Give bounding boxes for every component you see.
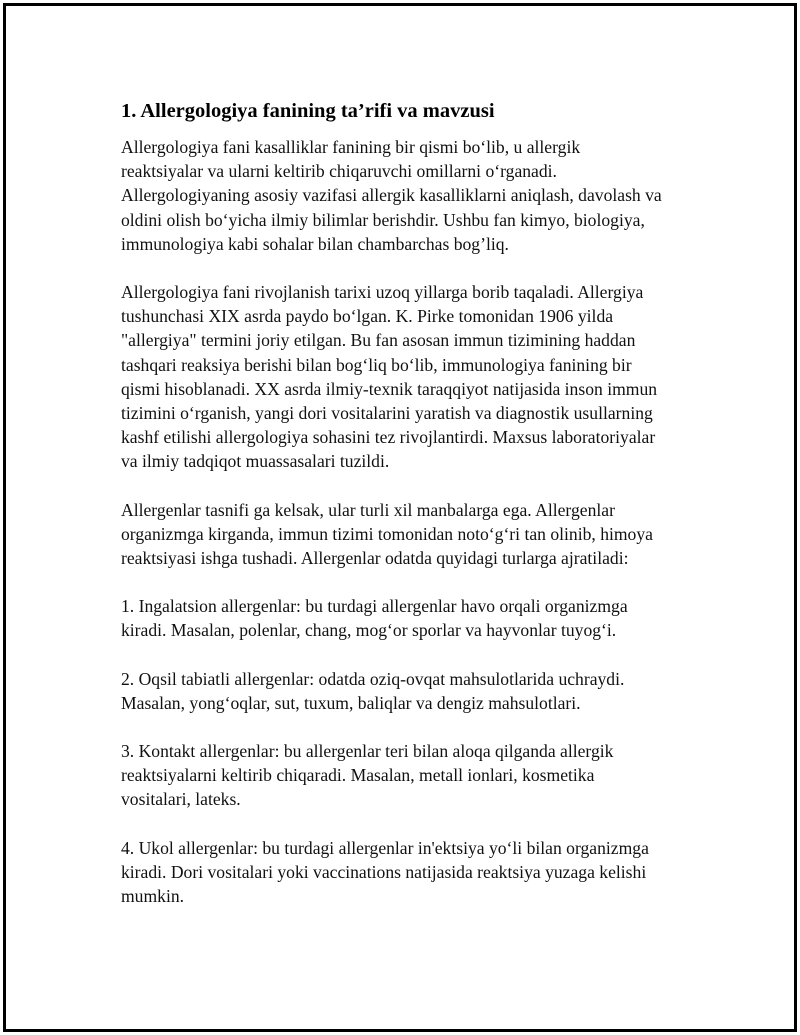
paragraph-history: Allergologiya fani rivojlanish tarixi uzoq yillarga borib taqaladi. Allergiya tushunchasi XIX asrda paydo bo‘lgan. K. Pirke tomonidan 1906 yilda "allergiya" termini joriy etilgan. Bu fan asosan immun tizimining haddan tashqari reaksiya berishi bilan bog‘liq bo‘lib, immunologiya fanining bir qismi hisoblanadi. XX asrda ilmiy-texnik taraqqiyot natijasida inson immun tizimini o‘rganish, yangi dori vositalarini yaratish va diagnostik usullarning kashf etilishi allergologiya sohasini tez rivojlantirdi. Maxsus laboratoriyalar va ilmiy tadqiqot muassasalari tuzildi. [121, 282, 658, 472]
list-item-protein-allergens: 2. Oqsil tabiatli allergenlar: odatda oziq-ovqat mahsulotlarida uchraydi. Masalan, yong‘oqlar, sut, tuxum, baliqlar va dengiz mahsulotlari. [121, 668, 625, 713]
page-frame [3, 3, 797, 1032]
paragraph-classification: Allergenlar tasnifi ga kelsak, ular turli xil manbalarga ega. Allergenlar organizmga kirganda, immun tizimi tomonidan noto‘g‘ri tan olinib, himoya reaktsiyasi ishga tushadi. Allergenlar odatda quyidagi turlarga ajratiladi: [121, 499, 653, 569]
document-body [121, 98, 696, 908]
page-title: 1. Allergologiya fanining ta’rifi va mavzusi [121, 100, 495, 122]
list-item-injection-allergens: 4. Ukol allergenlar: bu turdagi allergenlar in'ektsiya yo‘li bilan organizmga kiradi. Dori vositalari yoki vaccinations natijasida reaktsiya yuzaga kelishi mumkin. [121, 837, 649, 907]
list-item-inhalation-allergens: 1. Ingalatsion allergenlar: bu turdagi allergenlar havo orqali organizmga kiradi. Masalan, polenlar, chang, mog‘or sporlar va hayvonlar tuyog‘i. [121, 596, 628, 641]
list-item-contact-allergens: 3. Kontakt allergenlar: bu allergenlar teri bilan aloqa qilganda allergik reaktsiyalarni keltirib chiqaradi. Masalan, metall ionlari, kosmetika vositalari, lateks. [121, 741, 614, 810]
paragraph-definition: Allergologiya fani kasalliklar fanining bir qismi bo‘lib, u allergik reaktsiyalar va ularni keltirib chiqaruvchi omillarni o‘rganadi. Allergologiyaning asosiy vazifasi allergik kasalliklarni aniqlash, davolash va oldini olish bo‘yicha ilmiy bilimlar berishdir. Ushbu fan kimyo, biologiya, immunologiya kabi sohalar bilan chambarchas bog’liq. [121, 137, 662, 254]
